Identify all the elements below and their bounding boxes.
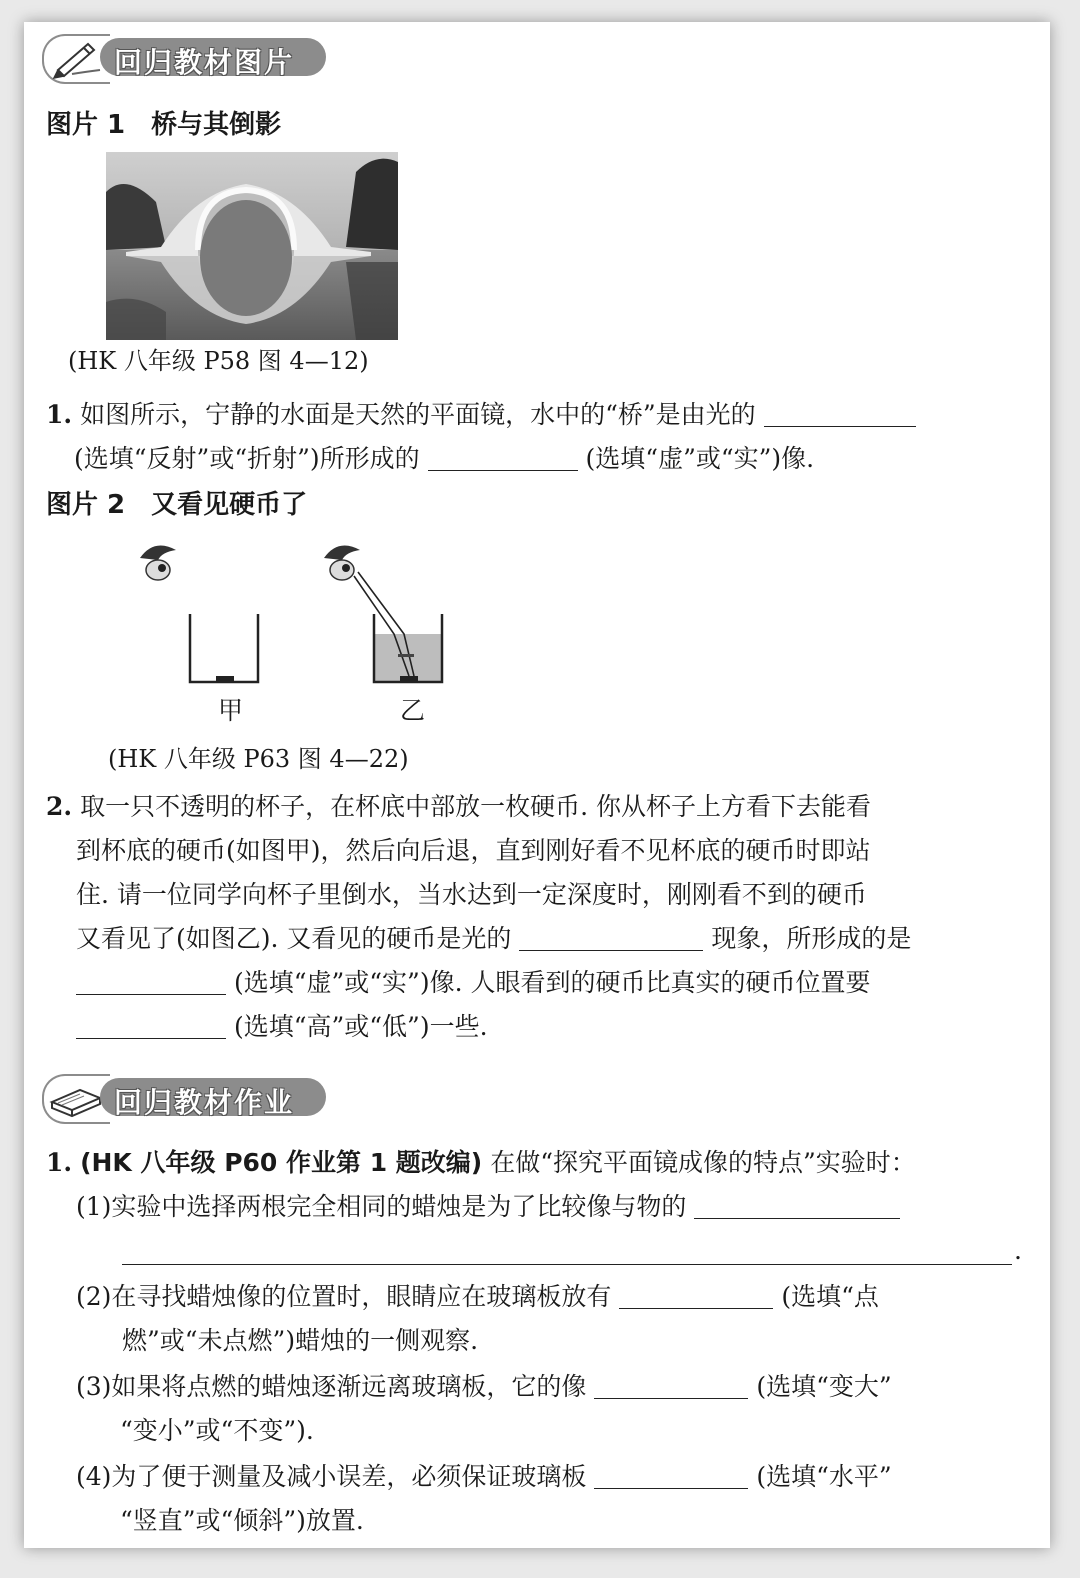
question-text: 现象，所形成的是	[711, 924, 912, 953]
homework-1-part-2	[76, 1282, 879, 1312]
question-2-line-2: 到杯底的硬币(如图甲)，然后向后退，直到刚好看不见杯底的硬币时即站	[76, 836, 871, 865]
answer-blank[interactable]	[764, 400, 916, 427]
question-text: 取一只不透明的杯子，在杯底中部放一枚硬币. 你从杯子上方看下去能看	[80, 792, 871, 821]
question-text: 如图所示，宁静的水面是天然的平面镜，水中的“桥”是由光的	[80, 400, 756, 429]
answer-blank[interactable]	[619, 1282, 773, 1309]
answer-blank[interactable]	[428, 444, 578, 471]
section-banner-pictures	[42, 34, 332, 80]
question-text: (选填“高”或“低”)一些.	[233, 1012, 488, 1041]
question-number: 2.	[46, 792, 73, 821]
question-text: (选填“点	[781, 1282, 879, 1311]
page	[24, 22, 1050, 1548]
question-text: 又看见了(如图乙). 又看见的硬币是光的	[76, 924, 512, 953]
question-text: 在做“探究平面镜成像的特点”实验时：	[490, 1148, 916, 1177]
question-text: (3)如果将点燃的蜡烛逐渐远离玻璃板，它的像	[76, 1372, 587, 1401]
question-text: (选填“虚”或“实”)像. 人眼看到的硬币比真实的硬币位置要	[233, 968, 871, 997]
answer-blank[interactable]	[694, 1192, 900, 1219]
answer-blank[interactable]	[594, 1462, 748, 1489]
answer-blank[interactable]	[519, 924, 703, 951]
section-title: 回归教材作业	[114, 1086, 295, 1119]
coin-a	[216, 676, 234, 681]
question-source: (HK 八年级 P60 作业第 1 题改编)	[80, 1148, 483, 1177]
question-text: (4)为了便于测量及减小误差，必须保证玻璃板	[76, 1462, 587, 1491]
homework-1-part-4-cont: “竖直”或“倾斜”)放置.	[120, 1506, 364, 1535]
homework-1-part-1	[76, 1192, 900, 1222]
answer-blank[interactable]	[594, 1372, 748, 1399]
homework-1-part-3-cont: “变小”或“不变”).	[120, 1416, 314, 1445]
question-text: (2)在寻找蜡烛像的位置时，眼睛应在玻璃板放有	[76, 1282, 612, 1311]
figure-2-caption: (HK 八年级 P63 图 4—22)	[108, 745, 409, 773]
figure-1-caption: (HK 八年级 P58 图 4—12)	[68, 347, 369, 375]
question-text: (选填“水平”	[756, 1462, 892, 1491]
question-number: 1.	[46, 400, 73, 429]
question-text: (选填“反射”或“折射”)所形成的	[74, 444, 420, 473]
question-2-line-6	[76, 1012, 488, 1042]
section-title: 回归教材图片	[114, 46, 295, 79]
period: .	[1014, 1236, 1022, 1265]
question-1-line-1	[46, 400, 916, 430]
question-2-line-3: 住. 请一位同学向杯子里倒水，当水达到一定深度时，刚刚看不到的硬币	[76, 880, 867, 909]
question-text: (1)实验中选择两根完全相同的蜡烛是为了比较像与物的	[76, 1192, 687, 1221]
figure-1-title: 图片 1 桥与其倒影	[46, 110, 282, 140]
bridge-photo	[106, 152, 398, 340]
question-2-line-1	[46, 792, 871, 822]
question-number: 1.	[46, 1148, 73, 1177]
section-banner-homework	[42, 1074, 332, 1120]
coin-b	[400, 676, 418, 681]
figure-2-title: 图片 2 又看见硬币了	[46, 490, 308, 520]
figure-label-b: 乙	[400, 696, 426, 725]
question-1-line-2	[74, 444, 814, 474]
coin-cup-diagram	[132, 530, 452, 690]
answer-blank[interactable]	[76, 968, 226, 995]
question-text: (选填“虚”或“实”)像.	[585, 444, 815, 473]
question-2-line-4	[76, 924, 911, 954]
homework-1-line-1	[46, 1148, 916, 1178]
homework-1-part-3	[76, 1372, 892, 1402]
answer-blank-full-line[interactable]	[122, 1264, 1012, 1265]
eye-icon-b	[324, 546, 360, 581]
homework-1-part-2-cont: 燃”或“未点燃”)蜡烛的一侧观察.	[122, 1326, 479, 1355]
eye-icon-a	[140, 546, 176, 581]
answer-blank[interactable]	[76, 1012, 226, 1039]
question-2-line-5	[76, 968, 870, 998]
question-text: (选填“变大”	[756, 1372, 892, 1401]
homework-1-part-4	[76, 1462, 892, 1492]
figure-label-a: 甲	[218, 696, 244, 725]
